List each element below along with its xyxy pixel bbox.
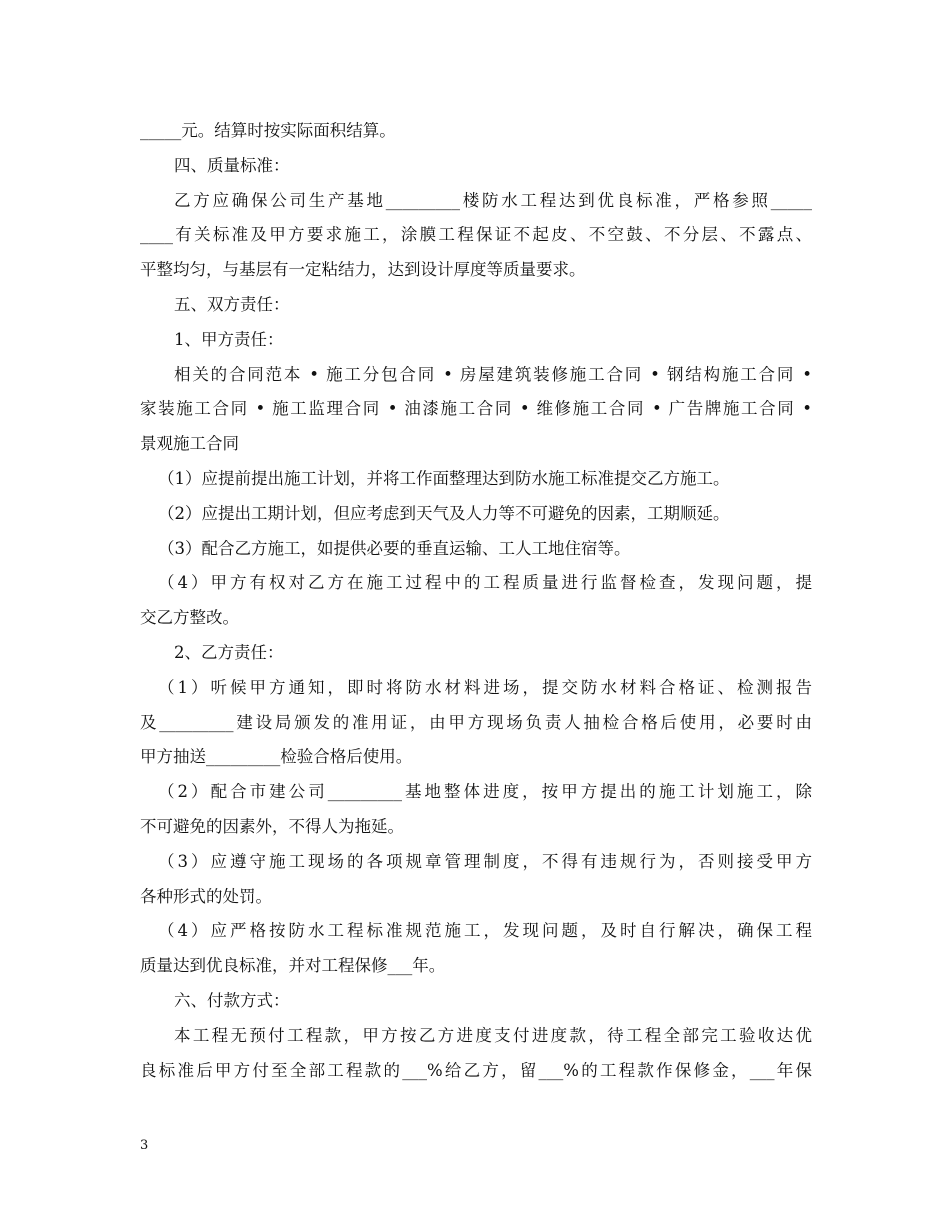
list-item: （4）应严格按防水工程标准规范施工，发现问题，及时自行解决，确保工程 — [158, 921, 812, 941]
text-line: 质量达到优良标准，并对工程保修___年。 — [140, 956, 446, 976]
text-line: 不可避免的因素外，不得人为拖延。 — [140, 816, 404, 836]
text-line: _____元。结算时按实际面积结算。 — [140, 121, 396, 140]
related-contracts-line: 景观施工合同 — [140, 434, 239, 454]
document-body — [140, 114, 812, 1088]
subsection-heading: 1、甲方责任： — [174, 329, 284, 349]
text-line: ____有关标准及甲方要求施工，涂膜工程保证不起皮、不空鼓、不分层、不露点、 — [140, 225, 812, 245]
list-item: （1）听候甲方通知，即时将防水材料进场，提交防水材料合格证、检测报告 — [158, 677, 812, 697]
list-item: （3）配合乙方施工，如提供必要的垂直运输、工人工地住宿等。 — [158, 538, 631, 558]
list-item: （3）应遵守施工现场的各项规章管理制度，不得有违规行为，否则接受甲方 — [158, 851, 812, 871]
text-line: 平整均匀，与基层有一定粘结力，达到设计厚度等质量要求。 — [140, 260, 586, 280]
list-item: （1）应提前提出施工计划，并将工作面整理达到防水施工标准提交乙方施工。 — [158, 468, 730, 488]
text-line: 及_________建设局颁发的准用证，由甲方现场负责人抽检合格后使用，必要时由 — [140, 712, 812, 732]
text-line: 各种形式的处罚。 — [140, 886, 272, 906]
related-contracts-line: 家装施工合同 • 施工监理合同 • 油漆施工合同 • 维修施工合同 • 广告牌施工合同 • — [140, 399, 812, 419]
section-heading: 六、付款方式： — [174, 990, 290, 1010]
text-line: 乙方应确保公司生产基地_________楼防水工程达到优良标准，严格参照_____ — [174, 190, 812, 210]
list-item: （2）配合市建公司_________基地整体进度，按甲方提出的施工计划施工，除 — [158, 782, 812, 802]
section-heading: 四、质量标准： — [174, 155, 290, 175]
text-line: 甲方抽送_________检验合格后使用。 — [140, 747, 413, 767]
text-line: 本工程无预付工程款，甲方按乙方进度支付进度款，待工程全部完工验收达优 — [174, 1025, 812, 1045]
subsection-heading: 2、乙方责任： — [174, 642, 284, 662]
list-item: （4）甲方有权对乙方在施工过程中的工程质量进行监督检查，发现问题，提 — [158, 573, 812, 593]
text-line: 交乙方整改。 — [140, 608, 239, 628]
section-heading: 五、双方责任： — [174, 294, 290, 314]
list-item: （2）应提出工期计划，但应考虑到天气及人力等不可避免的因素，工期顺延。 — [158, 503, 730, 523]
related-contracts-line: 相关的合同范本 • 施工分包合同 • 房屋建筑装修施工合同 • 钢结构施工合同 • — [174, 364, 812, 384]
text-line: 良标准后甲方付至全部工程款的___%给乙方，留___%的工程款作保修金，___年保 — [140, 1060, 812, 1080]
page-number: 3 — [140, 1138, 149, 1153]
